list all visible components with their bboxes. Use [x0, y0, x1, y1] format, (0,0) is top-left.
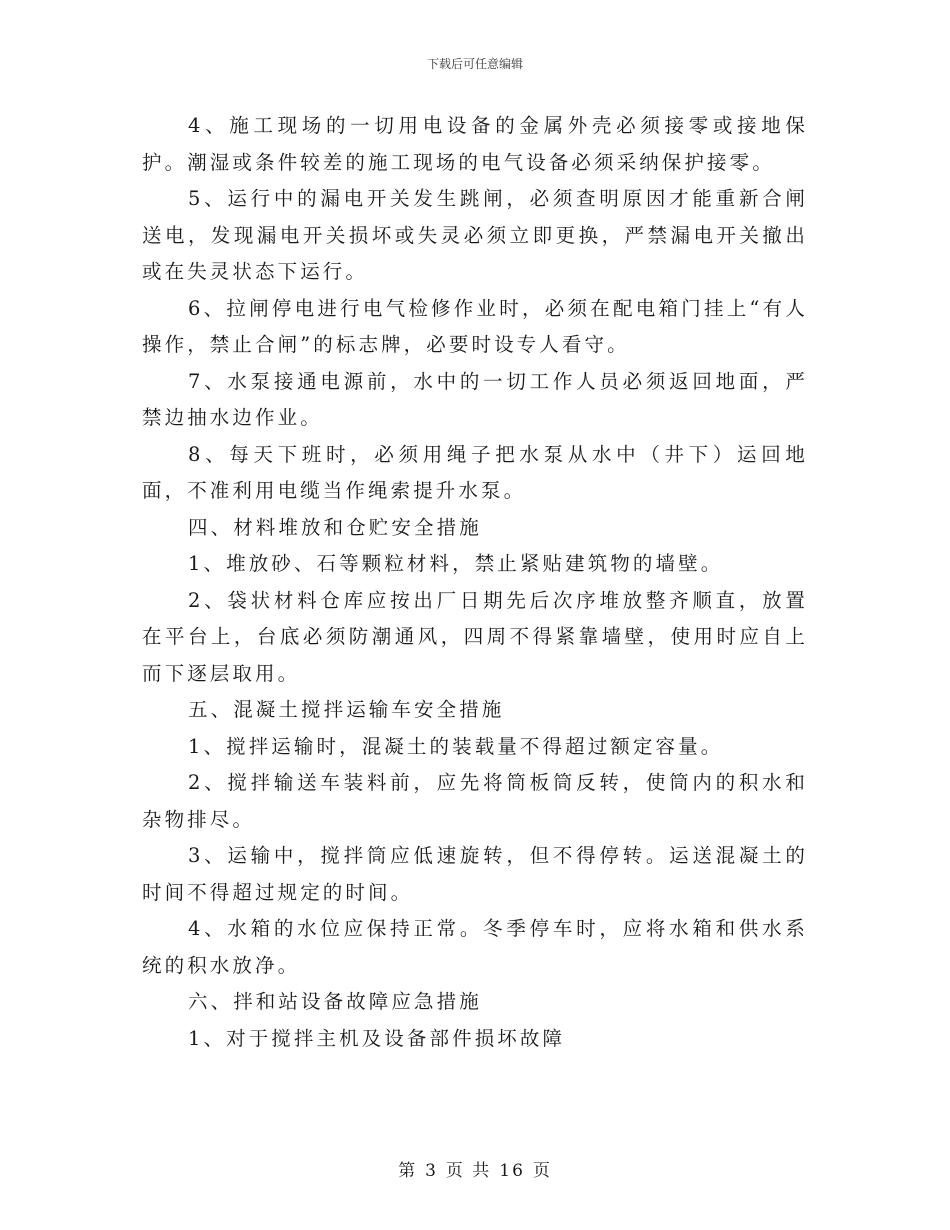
footer-suffix: 页	[532, 1161, 552, 1181]
paragraph-mixer-truck-3: 3、运输中，搅拌筒应低速旋转，但不得停转。运送混凝土的时间不得超过规定的时间。	[142, 844, 808, 904]
page-number-footer	[0, 1156, 950, 1181]
footer-prefix: 第	[398, 1161, 418, 1181]
footer-current-page: 3	[425, 1161, 438, 1181]
paragraph-electrical-8: 8、每天下班时，必须用绳子把水泵从水中（井下）运回地面，不准利用电缆当作绳索提升水泵。	[142, 442, 808, 502]
paragraph-mixer-truck-1: 1、搅拌运输时，混凝土的装载量不得超过额定容量。	[188, 734, 724, 758]
paragraph-materials-1: 1、堆放砂、石等颗粒材料，禁止紧贴建筑物的墙壁。	[188, 552, 724, 575]
paragraph-materials-2: 2、袋状材料仓库应按出厂日期先后次序堆放整齐顺直，放置在平台上，台底必须防潮通风，四周不得紧靠墙壁，使用时应自上而下逐层取用。	[142, 588, 808, 685]
document-body	[142, 108, 808, 1057]
section-heading-materials: 四、材料堆放和仓贮安全措施	[188, 515, 482, 539]
footer-middle: 页 共	[445, 1161, 492, 1181]
page-header-note: 下载后可任意编辑	[426, 57, 523, 71]
paragraph-electrical-4: 4、施工现场的一切用电设备的金属外壳必须接零或接地保护。潮湿或条件较差的施工现场的电气设备必须采纳保护接零。	[142, 114, 808, 174]
section-heading-station-faults: 六、拌和站设备故障应急措施	[188, 990, 482, 1013]
paragraph-electrical-6: 6、拉闸停电进行电气检修作业时，必须在配电箱门挂上“有人操作，禁止合闸”的标志牌，必要时设专人看守。	[142, 296, 808, 356]
paragraph-station-faults-1: 1、对于搅拌主机及设备部件损坏故障	[188, 1026, 566, 1050]
section-heading-mixer-truck: 五、混凝土搅拌运输车安全措施	[188, 698, 505, 721]
paragraph-electrical-7: 7、水泵接通电源前，水中的一切工作人员必须返回地面，严禁边抽水边作业。	[142, 369, 808, 429]
paragraph-mixer-truck-2: 2、搅拌输送车装料前，应先将筒板筒反转，使筒内的积水和杂物排尽。	[142, 771, 808, 831]
paragraph-electrical-5: 5、运行中的漏电开关发生跳闸，必须查明原因才能重新合闸送电，发现漏电开关损坏或失灵必须立即更换，严禁漏电开关撤出或在失灵状态下运行。	[142, 187, 808, 283]
footer-total-pages: 16	[499, 1161, 525, 1181]
paragraph-mixer-truck-4: 4、水箱的水位应保持正常。冬季停车时，应将水箱和供水系统的积水放净。	[142, 917, 808, 977]
